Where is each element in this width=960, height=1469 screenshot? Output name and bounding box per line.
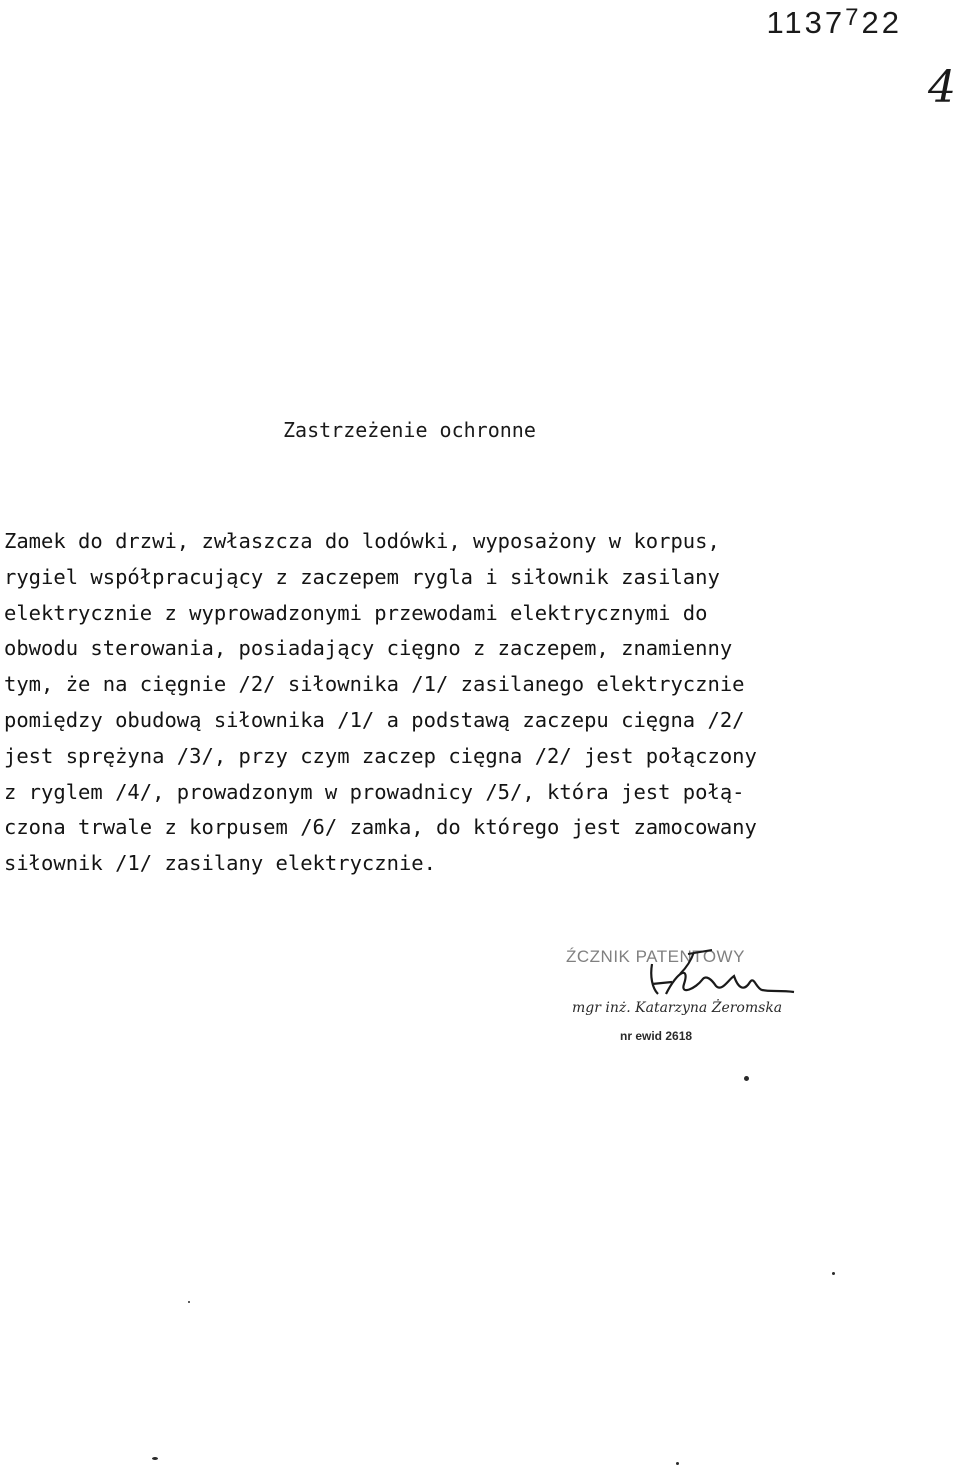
document-number-main: 1137 [766, 5, 846, 40]
signature-stroke [666, 973, 794, 994]
claim-line: tym, że na cięgnie /2/ siłownika /1/ zasilanego elektrycznie [4, 672, 745, 697]
scan-speck [188, 1301, 190, 1303]
scan-speck [744, 1076, 749, 1081]
claim-line: czona trwale z korpusem /6/ zamka, do którego jest zamocowany [4, 815, 757, 840]
claim-line: Zamek do drzwi, zwłaszcza do lodówki, wyposażony w korpus, [4, 529, 720, 553]
document-number-end: 22 [861, 5, 902, 40]
scan-speck [152, 1457, 158, 1460]
claim-line: siłownik /1/ zasilany elektrycznie. [4, 851, 436, 876]
stamp-image [548, 936, 848, 1046]
claim-line: elektrycznie z wyprowadzonymi przewodami elektrycznymi do [4, 600, 708, 625]
document-number [766, 4, 902, 41]
corner-handwritten-mark: 4 [928, 62, 956, 113]
claim-line: z ryglem /4/, prowadzonym w prowadnicy /5/, która jest połą- [4, 779, 745, 804]
claim-text [4, 524, 904, 882]
stamp-line-2: mgr inż. Katarzyna Żeromska [572, 1000, 783, 1016]
scan-speck [832, 1272, 835, 1275]
claim-line: rygiel współpracujący z zaczepem rygla i siłownik zasilany [4, 564, 720, 589]
stamp-line-3: nr ewid 2618 [620, 1029, 693, 1043]
scan-speck [676, 1462, 679, 1465]
claim-line: obwodu sterowania, posiadający cięgno z zaczepem, znamienny [4, 636, 733, 661]
claim-line: jest sprężyna /3/, przy czym zaczep cięgna /2/ jest połączony [4, 743, 757, 768]
claim-line: pomiędzy obudową siłownika /1/ a podstawą zaczepu cięgna /2/ [4, 707, 745, 732]
attorney-stamp-with-signature [548, 936, 848, 1046]
document-title: Zastrzeżenie ochronne [283, 418, 536, 442]
document-number-raised: 7 [845, 4, 862, 31]
stamp-line-1: ŹCZNIK PATENTOWY [566, 947, 745, 966]
